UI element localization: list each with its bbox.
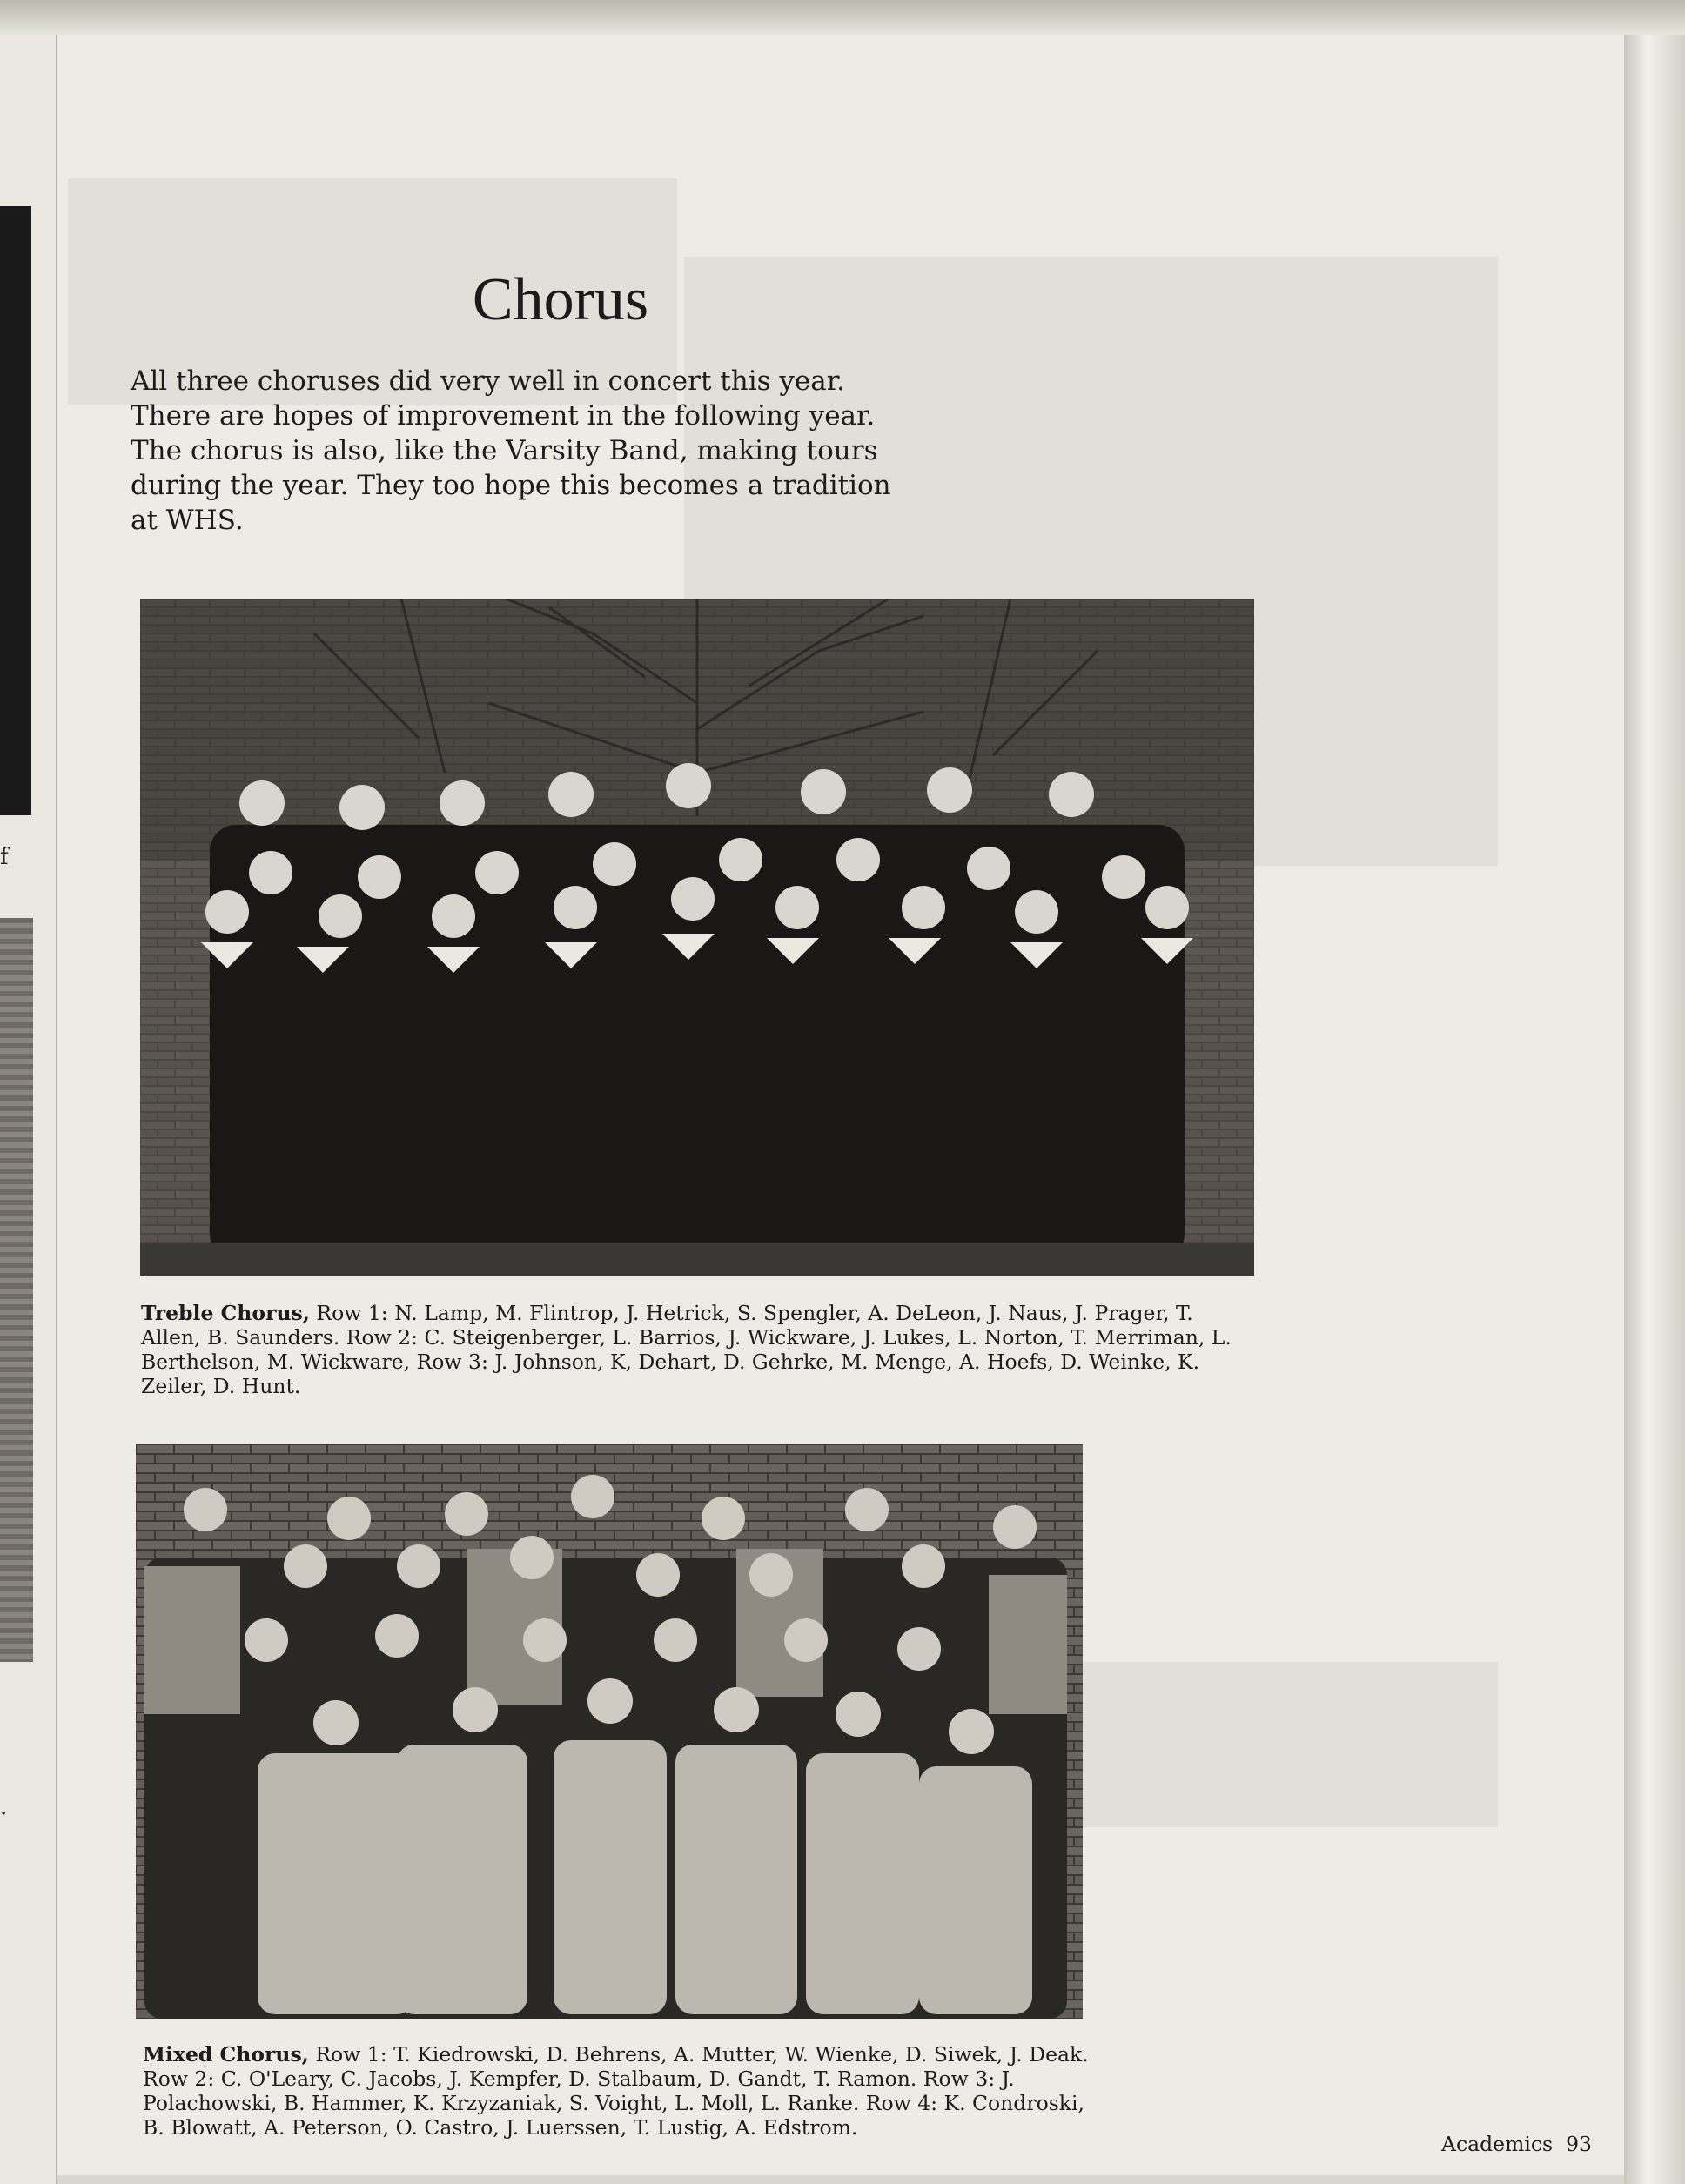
adjacent-page [0,35,57,2184]
scan-top-edge [0,0,1685,35]
adjacent-page-text-fragment: . [0,1794,8,1820]
caption-names: Row 1: N. Lamp, M. Flintrop, J. Hetrick, S. Spengler, A. DeLeon, J. Naus, J. Prager, T. Allen, B. Saunders. Row 2: C. Steigenberger, L. Barrios, J. Wickware, J. Lukes, L. Norton, T. Merriman, L. Berthelson, M. Wickware, Row 3: J. Johnson, K, Dehart, D. Gehrke, M. Menge, A. Hoefs, D. Weinke, K. Zeiler, D. Hunt. [141,1301,1232,1398]
treble-chorus-caption [141,1301,1255,1398]
mixed-chorus-caption [143,2042,1100,2140]
treble-chorus-photo [140,599,1254,1276]
folio-number: 93 [1566,2132,1592,2156]
folio-section: Academics [1441,2132,1554,2156]
mixed-chorus-photo [136,1444,1083,2019]
adjacent-page-photo-dark [0,206,31,815]
yearbook-page [57,35,1624,2175]
caption-names: Row 1: T. Kiedrowski, D. Behrens, A. Mutter, W. Wienke, D. Siwek, J. Deak. Row 2: C. O'Leary, C. Jacobs, J. Kempfer, D. Stalbaum, D. Gandt, T. Ramon. Row 3: J. Polachowski, B. Hammer, K. Krzyzaniak, S. Voight, L. Moll, L. Ranke. Row 4: K. Condroski, B. Blowatt, A. Peterson, O. Castro, J. Luerssen, T. Lustig, A. Edstrom. [143,2042,1089,2140]
adjacent-page-text-fragment: f [0,844,9,870]
adjacent-page-photo-brick [0,918,33,1662]
page-folio [1441,2132,1592,2156]
binding-edge [1624,35,1685,2184]
page-title: Chorus [472,266,649,333]
intro-paragraph: All three choruses did very well in concert this year. There are hopes of improvement in the following year. The chorus is also, like the Varsity Band, making tours during the year. They too hope this becomes a tradition at WHS. [131,365,891,536]
caption-lead: Treble Chorus, [141,1301,310,1325]
caption-lead: Mixed Chorus, [143,2042,309,2067]
